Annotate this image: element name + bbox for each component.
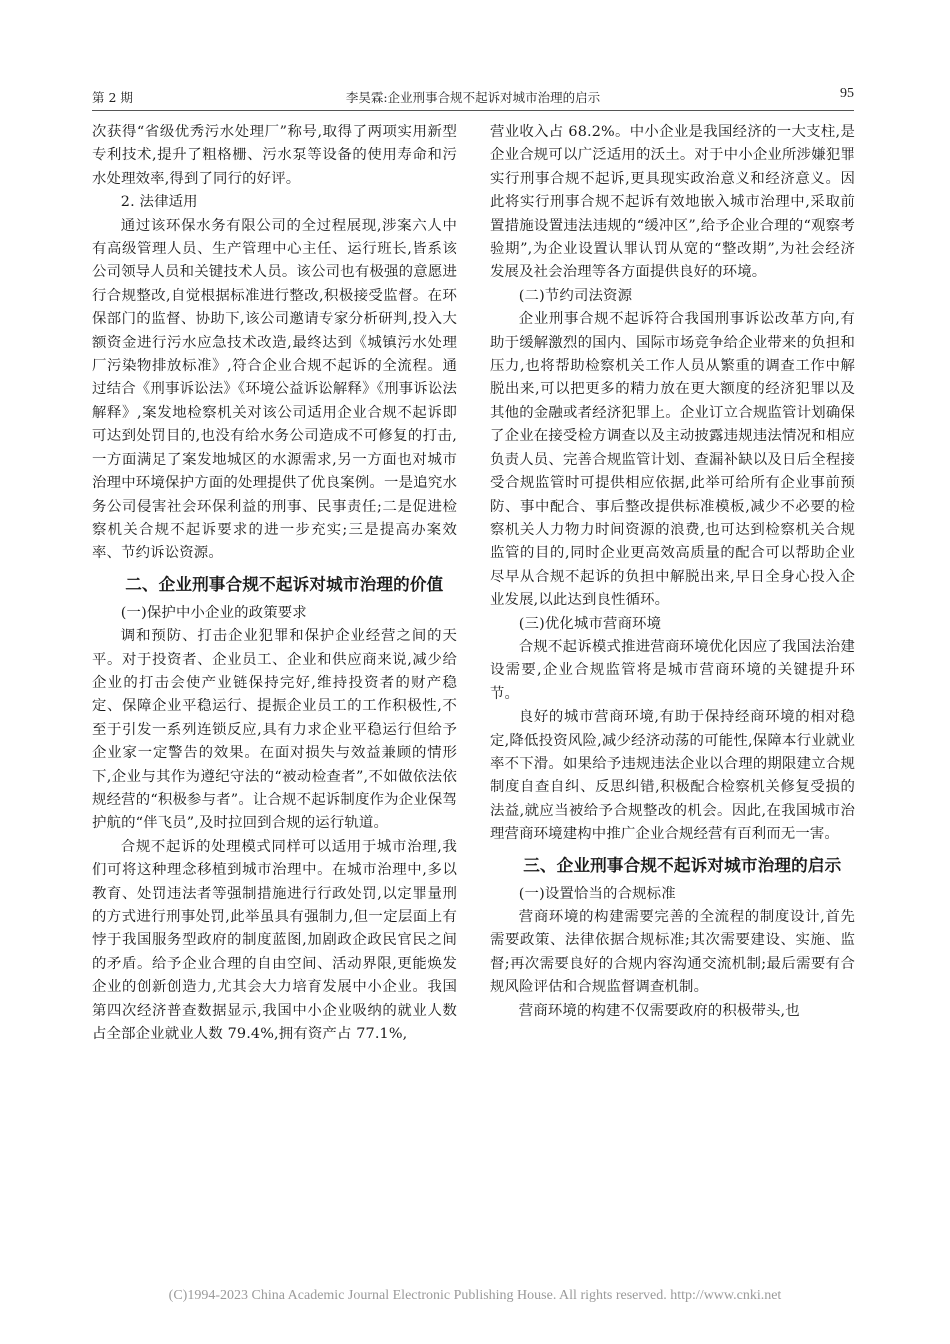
paragraph-protect-sme: 调和预防、打击企业犯罪和保护企业经营之间的天平。对于投资者、企业员工、企业和供应商来说,减少给企业的打击会使产业链保持完好,维持投资者的财产稳定、保障企业平稳运行、提振企业员工的工作积极性,不至于引发一系列连锁反应,具有力求企业平稳运行但给予企业家一定警告的效果。在面对损失与效益兼顾的情形下,企业与其作为遵纪守法的“被动检查者”,不如做依法依规经营的“积极参与者”。让合规不起诉制度作为企业保驾护航的“伴飞员”,及时拉回到合规的运行轨道。	[92, 628, 457, 832]
subheading-business-environment: (三)优化城市营商环境	[518, 615, 662, 632]
right-column	[490, 121, 855, 1023]
paragraph-continued: 次获得“省级优秀污水处理厂”称号,取得了两项实用新型专利技术,提升了粗格栅、污水泵等设备的使用寿命和污水处理效率,得到了同行的好评。	[92, 124, 457, 187]
paragraph-city-governance: 合规不起诉的处理模式同样可以适用于城市治理,我们可将这种理念移植到城市治理中。在城市治理中,多以教育、处罚违法者等强制措施进行行政处罚,以定罪量刑的方式进行刑事处罚,此举虽具有强制力,但一定层面上有悖于我国服务型政府的制度蓝图,加剧政企政民官民之间的矛盾。给予企业合理的自由空间、活动界限,更能焕发企业的创新创造力,尤其会大力培育发展中小企业。我国第四次经济普查数据显示,我国中小企业吸纳的就业人数占全部企业就业人数 79.4%,拥有资产占 77.1%,	[92, 838, 457, 1043]
subheading-protect-sme: (一)保护中小企业的政策要求	[120, 604, 307, 621]
subheading-judicial-resources: (二)节约司法资源	[518, 287, 633, 304]
paragraph-government-lead: 营商环境的构建不仅需要政府的积极带头,也	[518, 1002, 800, 1019]
paragraph-compliance-standard: 营商环境的构建需要完善的全流程的制度设计,首先需要政策、法律依据合规标准;其次需要建设、实施、监督;再次需要良好的合规内容沟通交流机制;最后需要有合规风险评估和合规监督调查机制。	[490, 909, 855, 996]
copyright-footer: (C)1994-2023 China Academic Journal Electronic Publishing House. All rights reserved. http://www.cnki.net	[168, 1288, 782, 1303]
paragraph-judicial-resources: 企业刑事合规不起诉符合我国刑事诉讼改革方向,有助于缓解激烈的国内、国际市场竞争给企业带来的负担和压力,也将帮助检察机关工作人员从繁重的调查工作中解脱出来,可以把更多的精力放在更大额度的经济犯罪以及其他的金融或者经济犯罪上。企业订立合规监管计划确保了企业在接受检方调查以及主动披露违规违法情况和相应负责人员、完善合规监管计划、查漏补缺以及日后全程接受合规监管时可提供相应依据,此举可给所有企业事前预防、事中配合、事后整改提供标准模板,减少不必要的检察机关人力物力时间资源的浪费,也可达到检察机关合规监管的目的,同时企业更高效高质量的配合可以帮助企业尽早从合规不起诉的负担中解脱出来,早日全身心投入企业发展,以此达到良性循环。	[490, 311, 855, 609]
paragraph-business-environment-1: 合规不起诉模式推进营商环境优化因应了我国法治建设需要,企业合规监管将是城市营商环境的关键提升环节。	[490, 638, 855, 702]
page-number: 95	[840, 86, 854, 101]
issue-number: 第 2 期	[92, 90, 133, 105]
left-column	[92, 121, 457, 1046]
running-header	[92, 88, 854, 110]
header-divider	[92, 110, 854, 111]
paragraph-legal-application: 通过该环保水务有限公司的全过程展现,涉案六人中有高级管理人员、生产管理中心主任、运行班长,皆系该公司领导人员和关键技术人员。该公司也有极强的意愿进行合规整改,自觉根据标准进行整改,积极接受监督。在环保部门的监督、协助下,该公司邀请专家分析研判,投入大额资金进行污水应急技术改造,最终达到《城镇污水处理厂污染物排放标准》,符合企业合规不起诉的全流程。通过结合《刑事诉讼法》《环境公益诉讼解释》《刑事诉讼法解释》,案发地检察机关对该公司适用企业合规不起诉即可达到处罚目的,也没有给水务公司造成不可修复的打击,一方面满足了案发地城区的水源需求,另一方面也对城市治理中环境保护方面的处理提供了优良案例。一是追究水务公司侵害社会环保利益的刑事、民事责任;二是促进检察机关合规不起诉要求的进一步充实;三是提高办案效率、节约诉讼资源。	[92, 217, 457, 562]
subheading-compliance-standard: (一)设置恰当的合规标准	[518, 885, 676, 902]
paragraph-business-environment-2: 良好的城市营商环境,有助于保持经商环境的相对稳定,降低投资风险,减少经济动荡的可能性,保障本行业就业率不下滑。如果给予违规违法企业以合理的期限建立合规制度自查自纠、反思纠错,积极配合检察机关修复受损的法益,就应当被给予合规整改的机会。因此,在我国城市治理营商环境建构中推广企业合规经营有百利而无一害。	[490, 709, 855, 843]
section-heading-value: 二、企业刑事合规不起诉对城市治理的价值	[125, 574, 444, 594]
paragraph-continued-right: 营业收入占 68.2%。中小企业是我国经济的一大支柱,是企业合规可以广泛适用的沃土。对于中小企业所涉嫌犯罪实行刑事合规不起诉,更具现实政治意义和经济意义。因此将实行刑事合规不起诉有效地嵌入城市治理中,采取前置措施设置违法违规的“缓冲区”,给予企业合理的“观察考验期”,为企业设置认罪认罚从宽的“整改期”,为社会经济发展及社会治理等各方面提供良好的环境。	[490, 124, 855, 281]
subheading-legal-application: 2. 法律适用	[120, 194, 198, 211]
running-title: 李昊霖:企业刑事合规不起诉对城市治理的启示	[345, 90, 601, 105]
section-heading-enlightenment: 三、企业刑事合规不起诉对城市治理的启示	[523, 855, 842, 875]
